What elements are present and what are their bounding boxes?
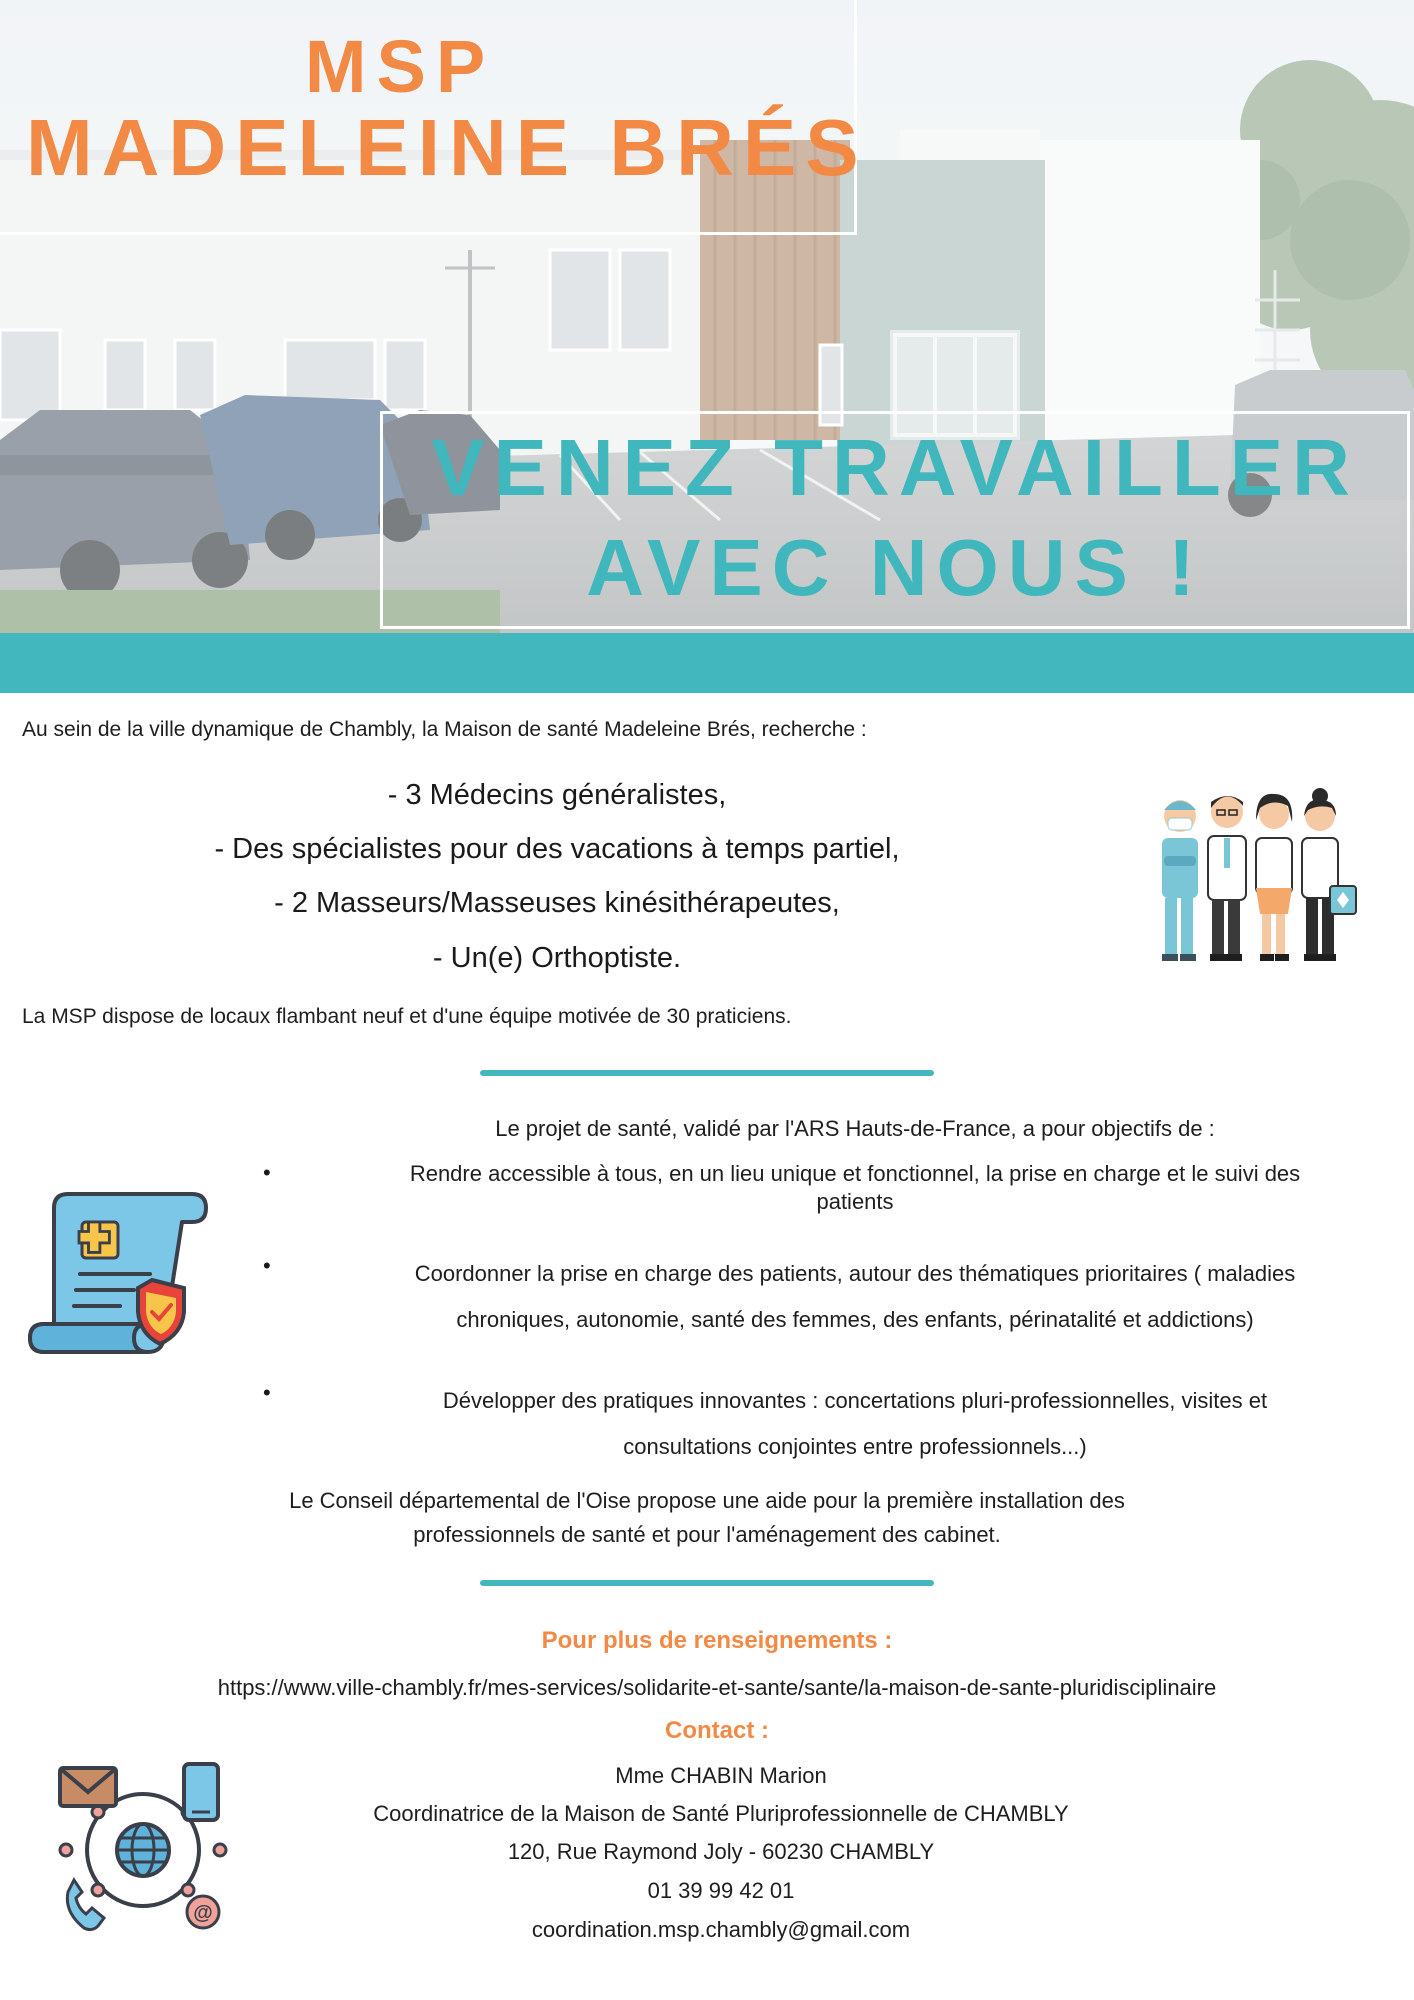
title-madeleine-bres: MADELEINE BRÉS	[26, 103, 868, 192]
projet-intro: Le projet de santé, validé par l'ARS Hauts-de-France, a pour objectifs de :	[495, 1116, 1215, 1141]
objective-item	[300, 1251, 1410, 1343]
conseil-note	[0, 1484, 1414, 1552]
teal-band	[0, 633, 1414, 693]
msp-note: La MSP dispose de locaux flambant neuf et d'une équipe motivée de 30 praticiens.	[22, 1005, 792, 1028]
svg-text:@: @	[193, 1902, 213, 1924]
tagline-venez-travailler: VENEZ TRAVAILLER	[431, 423, 1359, 512]
conseil-line: Le Conseil départemental de l'Oise propose une aide pour la première installation des	[289, 1488, 1125, 1513]
renseignements-heading: Pour plus de renseignements :	[541, 1627, 893, 1654]
objective-item	[300, 1160, 1410, 1216]
objective-line: Coordonner la prise en charge des patients, autour des thématiques prioritaires ( maladies	[414, 1261, 1296, 1286]
objective-line: patients	[816, 1189, 894, 1214]
objective-line: Rendre accessible à tous, en un lieu unique et fonctionnel, la prise en charge et le suivi des	[409, 1161, 1301, 1186]
hero-banner	[0, 0, 1414, 633]
bullet-icon: •	[263, 1160, 271, 1185]
tagline-avec-nous: AVEC NOUS !	[586, 523, 1204, 612]
medical-certificate-icon	[24, 1188, 214, 1374]
section-divider	[480, 1070, 934, 1076]
medical-team-illustration	[1148, 776, 1358, 966]
objective-line: chroniques, autonomie, santé des femmes, des enfants, périnatalité et addictions)	[456, 1307, 1254, 1332]
contact-role: Coordinatrice de la Maison de Santé Pluriprofessionnelle de CHAMBLY	[373, 1801, 1069, 1826]
objective-line: consultations conjointes entre professionnels...)	[623, 1434, 1087, 1459]
conseil-line: professionnels de santé et pour l'aménagement des cabinet.	[413, 1522, 1001, 1547]
bullet-icon: •	[263, 1253, 271, 1278]
objective-item	[300, 1378, 1410, 1470]
contact-name: Mme CHABIN Marion	[615, 1763, 827, 1788]
bullet-icon: •	[263, 1380, 271, 1405]
contact-heading: Contact :	[665, 1717, 769, 1744]
job-item: - 2 Masseurs/Masseuses kinésithérapeutes,	[274, 887, 840, 919]
intro-text: Au sein de la ville dynamique de Chambly, la Maison de santé Madeleine Brés, recherche :	[22, 718, 867, 741]
contact-email[interactable]: coordination.msp.chambly@gmail.com	[531, 1917, 911, 1942]
job-item: - Des spécialistes pour des vacations à temps partiel,	[214, 833, 900, 865]
contact-phone[interactable]: 01 39 99 42 01	[647, 1878, 795, 1903]
info-link[interactable]: https://www.ville-chambly.fr/mes-services/solidarite-et-sante/sante/la-maison-de-sante-pluridisciplinaire	[217, 1675, 1217, 1700]
job-item: - 3 Médecins généralistes,	[387, 779, 727, 811]
section-divider	[480, 1580, 934, 1586]
job-item: - Un(e) Orthoptiste.	[432, 942, 682, 974]
objective-line: Développer des pratiques innovantes : concertations pluri-professionnelles, visites et	[442, 1388, 1268, 1413]
contact-address: 120, Rue Raymond Joly - 60230 CHAMBLY	[507, 1839, 935, 1864]
title-msp: MSP	[304, 25, 496, 108]
